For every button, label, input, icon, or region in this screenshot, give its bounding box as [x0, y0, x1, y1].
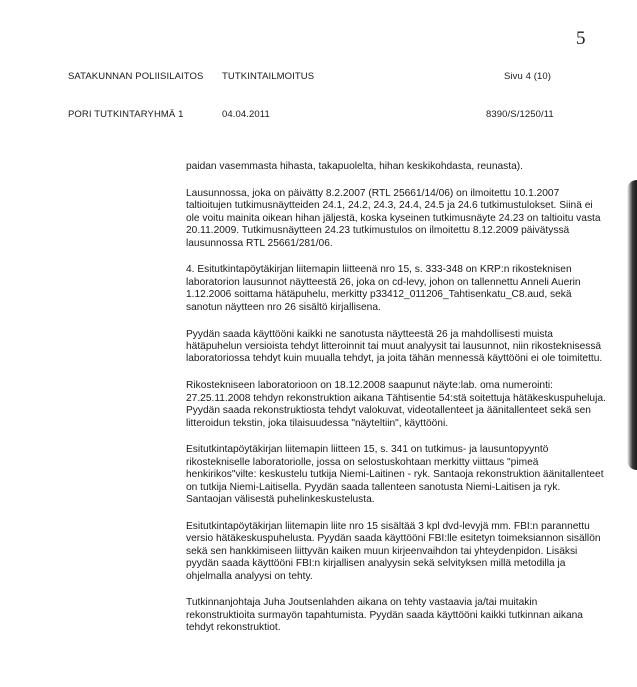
header-document-type: TUTKINTAILMOITUS	[222, 71, 315, 82]
document-body	[186, 161, 606, 649]
handwritten-page-number: 5	[576, 28, 586, 49]
paragraph: Lausunnossa, joka on päivätty 8.2.2007 (RTL 25661/14/06) on ilmoitettu 10.1.2007 taltioitujen tutkimusnäytteiden 24.1, 24.2, 24.3, 24.4, 24.5 ja 24.6 tutkimustulokset. Siinä ei ole voitu mainita oikean hihan jäljestä, koska kyseinen tutkimusnäyte 24.23 on taltioitu vasta 20.11.2009. Tutkimusnäytteen 24.23 tutkimustulos on ilmoitettu 8.12.2009 päivätyssä lausunnossa RTL 25661/281/06.	[186, 187, 601, 249]
paragraph: Pyydän saada käyttööni kaikki ne sanotusta näytteestä 26 ja mahdollisesti muista hätäpuhelun versioista tehdyt litteroinnit tai muut analyysit tai lausunnot, niin rikosteknisessä laboratoriossa tehdyt kuin muualla tehdyt, ja joita tähän mennessä käyttööni ei ole toimitettu.	[186, 328, 603, 365]
header-page-number: Sivu 4 (10)	[504, 71, 552, 82]
paragraph: Tutkinnanjohtaja Juha Joutsenlahden aikana on tehty vastaavia ja/tai muitakin rekonstruktioita surmayön tapahtumista. Pyydän saada käyttööni kaikki tutkinnan aikana tehdyt rekonstruktiot.	[186, 597, 583, 634]
paragraph: Esitutkintapöytäkirjan liitemapin liite nro 15 sisältää 3 kpl dvd-levyjä mm. FBI:n parannettu versio hätäkeskuspuhelusta. Pyydän saada käyttööni FBI:lle esitetyn toimeksiannon sisällön sekä sen hankkimiseen liittyvän kaiken muun kirjeenvaihdon tai yhteydenpidon. Lisäksi pyydän saada käyttööni FBI:n kirjallisen analyysin sekä selvityksen millä metodilla ja ohjelmalla analyysi on tehty.	[186, 520, 601, 582]
header-date: 04.04.2011	[222, 109, 270, 120]
paragraph: Esitutkintapöytäkirjan liitemapin liitteen 15, s. 341 on tutkimus- ja lausuntopyyntö rikostekniselle laboratoriolle, jossa on selostuskohtaan merkitty viittaus "pimeä henkirikos"vilte: keskustelu tutkija Niemi-Laitinen - ryk. Santaoja rekonstruktion äänitallenteet on tutkija Niemi-Laitisella. Pyydän saada tallenteen sanotusta Niemi-Laitisen ja ryk. Santaojan välisestä puhelinkeskustelusta.	[186, 444, 604, 506]
header-case-number: 8390/S/1250/11	[486, 109, 554, 120]
paragraph: 4. Esitutkintapöytäkirjan liitemapin liitteenä nro 15, s. 333-348 on KRP:n rikosteknisen laboratorion lausunnot näytteestä 26, joka on cd-levy, johon on tallennettu Anneli Auerin 1.12.2006 soittama hätäpuhelu, merkitty p33412_011206_Tahtisenkatu_C8.aud, sekä sanotun näytteen nro 26 sisältö kirjallisena.	[186, 264, 581, 313]
header-organization: SATAKUNNAN POLIISILAITOS	[68, 71, 204, 82]
paragraph: Rikostekniseen laboratorioon on 18.12.2008 saapunut näyte:lab. oma numerointi: 27.25.11.2008 tehdyn rekonstruktion aikana Tähtisentie 54:stä soitettuja hätäkeskuspuheluja. Pyydän saada rekonstruktiosta tehdyt valokuvat, videotallenteet ja äänitallenteet sekä sen litteroidun tekstin, joka tilaisuudessa "näyteltiin", käyttööni.	[186, 380, 606, 429]
paragraph: paidan vasemmasta hihasta, takapuolelta, hihan keskikohdasta, reunasta).	[186, 161, 523, 172]
scan-edge-shadow	[627, 180, 637, 470]
header-unit: PORI TUTKINTARYHMÄ 1	[68, 109, 184, 120]
